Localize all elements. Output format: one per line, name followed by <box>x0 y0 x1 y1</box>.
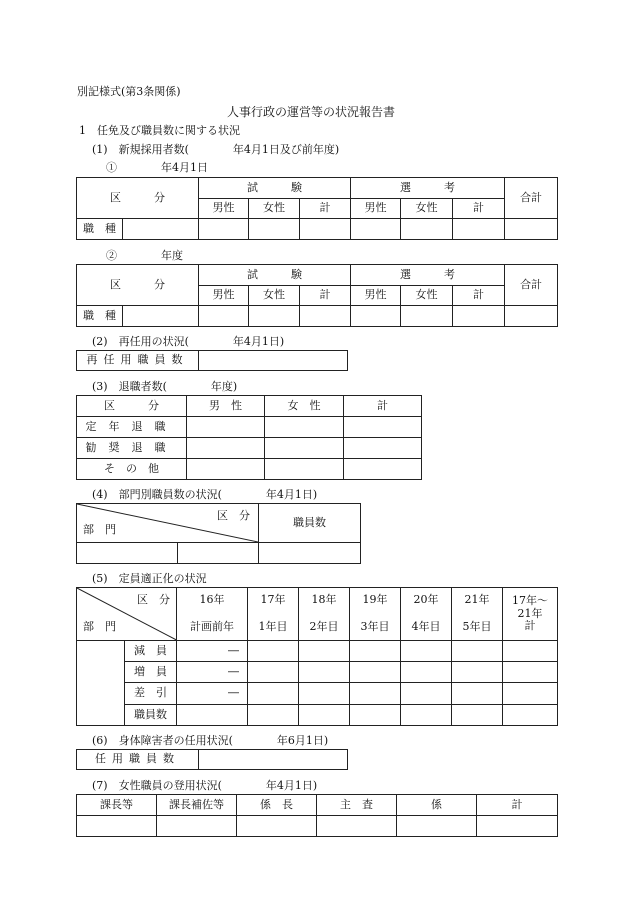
row-label: 減 員 <box>125 640 177 661</box>
s2-heading: (2) 再任用の状況( 年4月1日) <box>92 335 285 348</box>
kubun-label: 区 分 <box>137 593 170 606</box>
cell <box>237 816 317 837</box>
cell <box>265 417 344 438</box>
cell <box>350 662 401 683</box>
job-type-label: 職 種 <box>77 306 123 327</box>
s3-heading: (3) 退職者数( 年度) <box>92 380 238 393</box>
retire-row-label: そ の 他 <box>77 459 187 480</box>
exam-header: 試 験 <box>199 178 351 199</box>
s1-table1-label: ① 年4月1日 <box>106 161 208 174</box>
bumon-label: 部 門 <box>83 523 116 537</box>
cell <box>299 704 350 725</box>
reappointed-staff-label: 再任用職員数 <box>77 351 199 371</box>
total-period-header <box>503 588 558 641</box>
cell <box>199 750 348 770</box>
diagonal-header-cell <box>77 504 259 543</box>
section-1-heading: 1 任免及び職員数に関する状況 <box>79 124 240 137</box>
year-label: 20年 <box>413 593 439 607</box>
diagonal-header-cell <box>77 588 177 641</box>
male-header: 男性 <box>199 199 249 219</box>
year-label: 17年 <box>260 593 286 607</box>
disabled-employment-table <box>76 749 348 770</box>
male-header: 男性 <box>351 286 401 306</box>
period-total-label: 計 <box>524 619 536 633</box>
year-label: 19年 <box>362 593 388 607</box>
new-hires-table-1 <box>76 177 558 240</box>
subtotal-header: 計 <box>453 286 505 306</box>
cell <box>123 219 199 240</box>
cell <box>187 438 265 459</box>
year16-label: 16年 <box>199 593 225 607</box>
assistant-chief-header: 課長補佐等 <box>157 795 237 816</box>
pre-plan-label: 計画前年 <box>190 619 234 633</box>
year16-header <box>177 588 248 641</box>
cell <box>248 683 299 704</box>
total-header: 合計 <box>505 178 558 219</box>
cell <box>199 306 249 327</box>
female-header: 女性 <box>401 199 453 219</box>
cell <box>199 351 348 371</box>
s1-heading: (1) 新規採用者数( 年4月1日及び前年度) <box>92 143 340 156</box>
period-start-label: 17年～ <box>512 593 548 607</box>
cell <box>248 704 299 725</box>
cell <box>453 219 505 240</box>
cell <box>477 816 558 837</box>
cell <box>401 683 452 704</box>
kubun-header: 区 分 <box>77 396 187 417</box>
subtotal-header: 計 <box>344 396 422 417</box>
cell <box>187 417 265 438</box>
male-header: 男性 <box>351 199 401 219</box>
staff-count-header: 職員数 <box>259 504 361 543</box>
cell <box>452 640 503 661</box>
selection-header: 選 考 <box>351 178 505 199</box>
subtotal-header: 計 <box>300 286 351 306</box>
total-header: 合計 <box>505 265 558 306</box>
female-promotion-table <box>76 794 558 837</box>
cell <box>259 543 361 564</box>
subtotal-header: 計 <box>453 199 505 219</box>
cell <box>299 662 350 683</box>
s5-heading: (5) 定員適正化の状況 <box>92 572 207 585</box>
cell <box>401 704 452 725</box>
s7-heading: (7) 女性職員の登用状況( 年4月1日) <box>92 779 318 792</box>
section-chief-header: 課長等 <box>77 795 157 816</box>
cell <box>299 640 350 661</box>
cell <box>199 219 249 240</box>
cell <box>344 438 422 459</box>
staff-header: 係 <box>397 795 477 816</box>
reappointment-table <box>76 350 348 371</box>
ordinal-label: 5年目 <box>462 619 492 633</box>
cell <box>177 704 248 725</box>
retirees-table <box>76 395 422 480</box>
cell <box>123 306 199 327</box>
kubun-header: 区 分 <box>77 265 199 306</box>
cell <box>249 219 300 240</box>
cell <box>77 543 178 564</box>
ordinal-label: 2年目 <box>309 619 339 633</box>
kubun-header: 区 分 <box>77 178 199 219</box>
document-title: 人事行政の運営等の状況報告書 <box>227 105 396 119</box>
dash-cell: ― <box>177 640 248 661</box>
year-header <box>350 588 401 641</box>
row-label: 職員数 <box>125 704 177 725</box>
period-end-label: 21年 <box>517 606 543 620</box>
cell <box>351 219 401 240</box>
cell <box>248 662 299 683</box>
cell <box>77 816 157 837</box>
dept-staff-table <box>76 503 361 564</box>
sub-chief-header: 係 長 <box>237 795 317 816</box>
cell <box>300 306 351 327</box>
s1-table2-label: ② 年度 <box>106 249 183 262</box>
male-header: 男性 <box>199 286 249 306</box>
cell <box>350 683 401 704</box>
cell <box>401 662 452 683</box>
cell <box>299 683 350 704</box>
bumon-label: 部 門 <box>83 620 116 634</box>
cell <box>503 640 558 661</box>
s6-heading: (6) 身体障害者の任用状況( 年6月1日) <box>92 734 329 747</box>
cell <box>249 306 300 327</box>
cell <box>350 704 401 725</box>
cell <box>503 662 558 683</box>
cell <box>503 683 558 704</box>
cell <box>344 459 422 480</box>
retire-row-label: 定年退職 <box>77 417 187 438</box>
year-label: 21年 <box>464 593 490 607</box>
retire-row-label: 勧奨退職 <box>77 438 187 459</box>
s4-heading: (4) 部門別職員数の状況( 年4月1日) <box>92 488 318 501</box>
subtotal-header: 計 <box>300 199 351 219</box>
year-header <box>401 588 452 641</box>
row-label: 増 員 <box>125 662 177 683</box>
appointed-staff-label: 任用職員数 <box>77 750 199 770</box>
cell <box>401 219 453 240</box>
cell <box>505 306 558 327</box>
selection-header: 選 考 <box>351 265 505 286</box>
cell <box>452 704 503 725</box>
exam-header: 試 験 <box>199 265 351 286</box>
staff-rationalization-table <box>76 587 558 726</box>
male-header: 男 性 <box>187 396 265 417</box>
cell <box>453 306 505 327</box>
ordinal-label: 4年目 <box>411 619 441 633</box>
cell <box>351 306 401 327</box>
cell <box>187 459 265 480</box>
total-header: 計 <box>477 795 558 816</box>
year-label: 18年 <box>311 593 337 607</box>
row-label: 差 引 <box>125 683 177 704</box>
cell <box>300 219 351 240</box>
cell <box>317 816 397 837</box>
cell <box>401 640 452 661</box>
year-header <box>299 588 350 641</box>
cell <box>503 704 558 725</box>
ordinal-label: 3年目 <box>360 619 390 633</box>
cell <box>157 816 237 837</box>
cell <box>248 640 299 661</box>
cell <box>397 816 477 837</box>
cell <box>505 219 558 240</box>
job-type-label: 職 種 <box>77 219 123 240</box>
cell <box>344 417 422 438</box>
cell <box>350 640 401 661</box>
dept-name-cell <box>77 640 125 725</box>
year-header <box>452 588 503 641</box>
female-header: 女性 <box>401 286 453 306</box>
female-header: 女 性 <box>265 396 344 417</box>
cell <box>265 438 344 459</box>
female-header: 女性 <box>249 286 300 306</box>
dash-cell: ― <box>177 683 248 704</box>
inspector-header: 主 査 <box>317 795 397 816</box>
kubun-label: 区 分 <box>217 509 250 522</box>
dash-cell: ― <box>177 662 248 683</box>
cell <box>452 683 503 704</box>
ordinal-label: 1年目 <box>258 619 288 633</box>
new-hires-table-2 <box>76 264 558 327</box>
cell <box>265 459 344 480</box>
female-header: 女性 <box>249 199 300 219</box>
cell <box>178 543 259 564</box>
cell <box>401 306 453 327</box>
form-label: 別記様式(第3条関係) <box>77 85 181 98</box>
cell <box>452 662 503 683</box>
year-header <box>248 588 299 641</box>
